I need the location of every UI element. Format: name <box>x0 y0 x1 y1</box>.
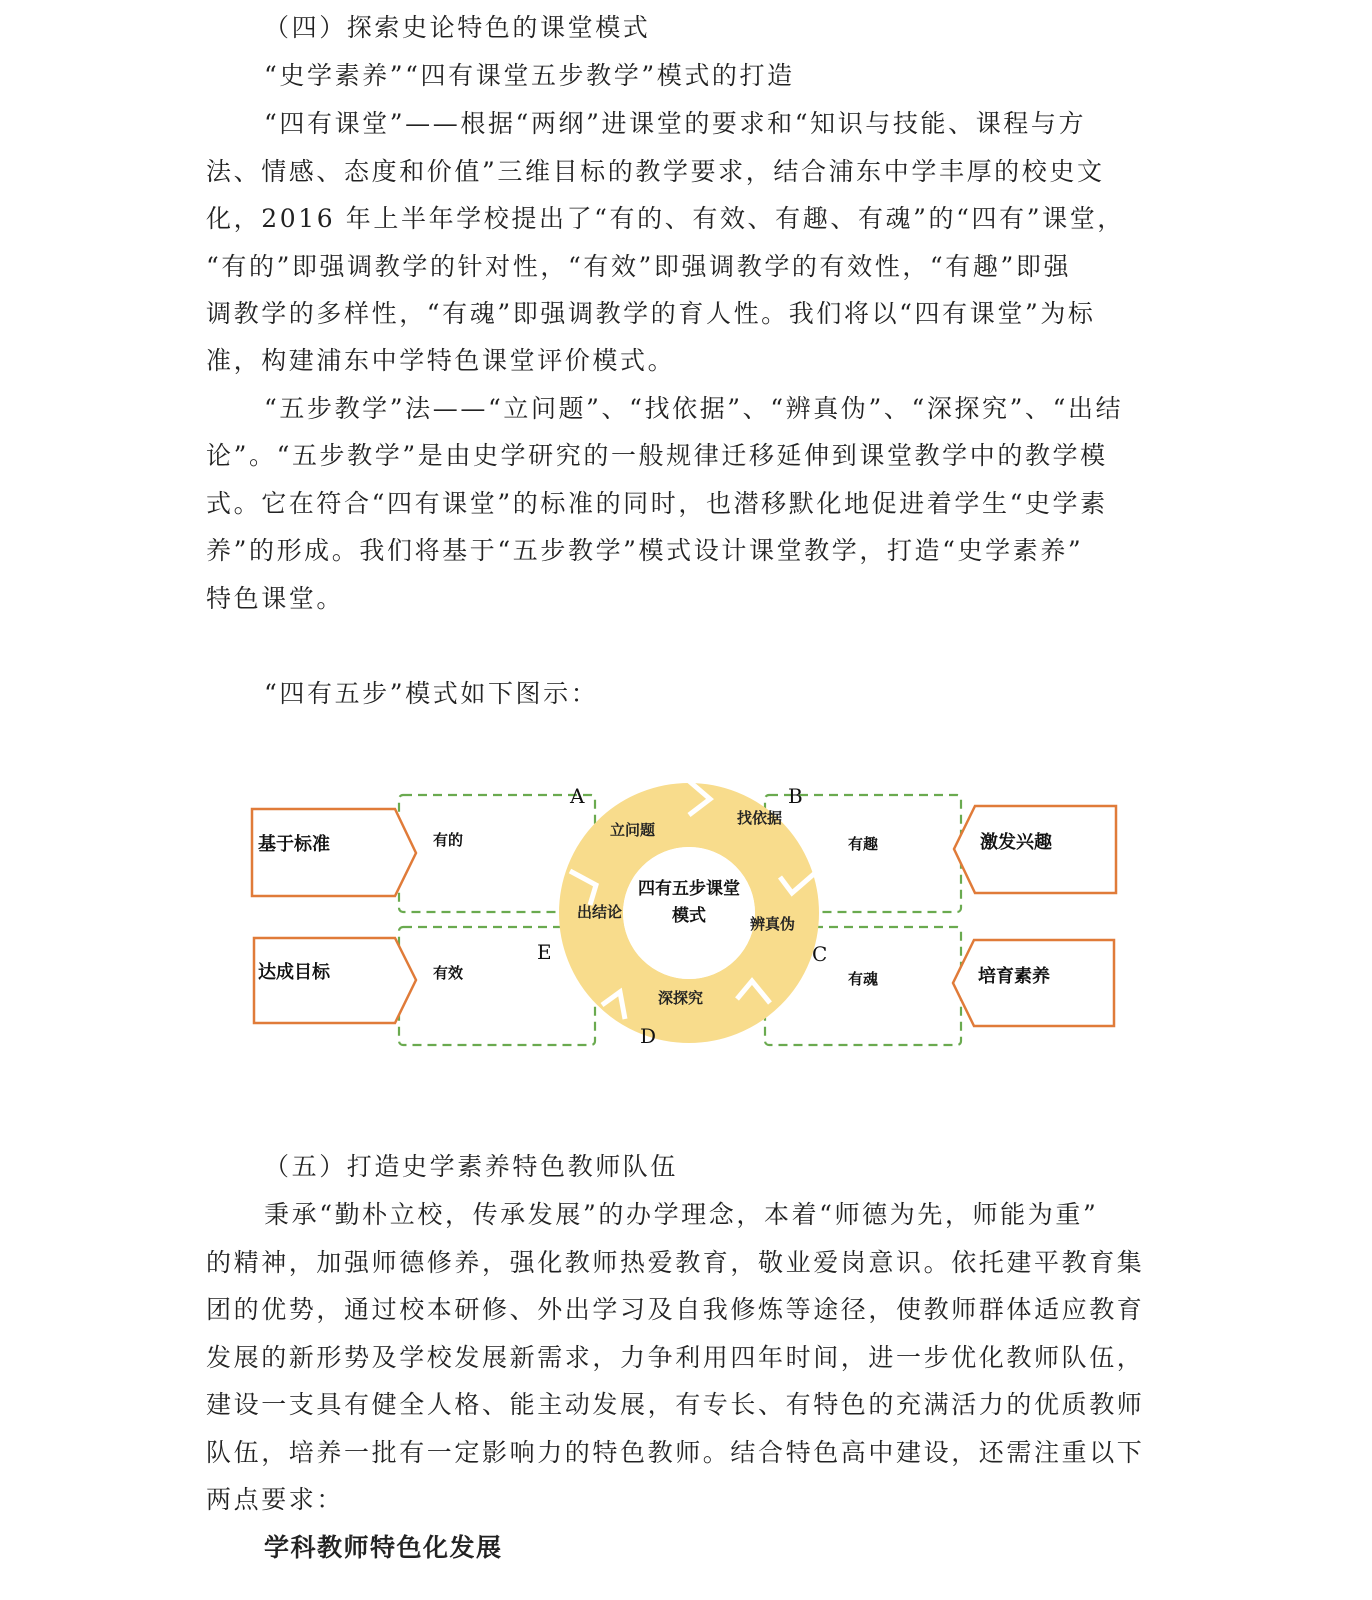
paragraph-line: “有的”即强调教学的针对性，“有效”即强调教学的有效性，“有趣”即强 <box>206 252 1072 281</box>
step-find-evidence: 找依据 <box>737 809 783 827</box>
arrow-label-cultivate-literacy: 培育素养 <box>978 966 1050 987</box>
arrow-label-reach-goal: 达成目标 <box>258 962 330 983</box>
letter-e: E <box>537 940 552 964</box>
paragraph-line: 两点要求： <box>206 1485 345 1514</box>
step-raise-question: 立问题 <box>610 821 656 839</box>
paragraph-line: 调教学的多样性，“有魂”即强调教学的育人性。我们将以“四有课堂”为标 <box>206 299 1096 328</box>
paragraph-line: 论”。“五步教学”是由史学研究的一般规律迁移延伸到课堂教学中的教学模 <box>206 441 1108 470</box>
box-label-effective: 有效 <box>433 964 464 982</box>
paragraph-line: 特色课堂。 <box>206 584 345 613</box>
paragraph-line: “四有课堂”——根据“两纲”进课堂的要求和“知识与技能、课程与方 <box>264 109 1087 138</box>
paragraph-line: 建设一支具有健全人格、能主动发展，有专长、有特色的充满活力的优质教师 <box>206 1390 1145 1419</box>
paragraph-line: “五步教学”法——“立问题”、“找依据”、“辨真伪”、“深探究”、“出结 <box>264 394 1124 423</box>
paragraph-line: 式。它在符合“四有课堂”的标准的同时，也潜移默化地促进着学生“史学素 <box>206 489 1108 518</box>
letter-b: B <box>788 784 803 808</box>
paragraph-line: 化，2016 年上半年学校提出了“有的、有效、有趣、有魂”的“四有”课堂， <box>206 204 1125 233</box>
section-heading-4: （四）探索史论特色的课堂模式 <box>264 13 651 42</box>
letter-c: C <box>812 942 828 966</box>
four-five-model-diagram <box>240 775 1130 1060</box>
paragraph-line: 法、情感、态度和价值”三维目标的教学要求，结合浦东中学丰厚的校史文 <box>206 157 1105 186</box>
box-label-interesting: 有趣 <box>848 835 879 853</box>
paragraph-line: 队伍，培养一批有一定影响力的特色教师。结合特色高中建设，还需注重以下 <box>206 1438 1145 1467</box>
arrow-label-base-standard: 基于标准 <box>258 834 330 855</box>
box-label-soulful: 有魂 <box>848 970 879 988</box>
step-discern-truth: 辨真伪 <box>750 915 796 933</box>
paragraph-line: 秉承“勤朴立校，传承发展”的办学理念，本着“师德为先，师能为重” <box>264 1200 1099 1229</box>
arrow-label-spark-interest: 激发兴趣 <box>980 832 1052 853</box>
paragraph-line: 团的优势，通过校本研修、外出学习及自我修炼等途径，使教师群体适应教育 <box>206 1295 1145 1324</box>
box-label-purposeful: 有的 <box>433 831 464 849</box>
letter-a: A <box>570 784 585 808</box>
paragraph-line: 的精神，加强师德修养，强化教师热爱教育，敬业爱岗意识。依托建平教育集 <box>206 1248 1145 1277</box>
subheading: “史学素养”“四有课堂五步教学”模式的打造 <box>264 61 795 90</box>
center-title-line1: 四有五步课堂 <box>638 879 740 899</box>
subsection-title: 学科教师特色化发展 <box>264 1533 503 1562</box>
paragraph-line: 发展的新形势及学校发展新需求，力争利用四年时间，进一步优化教师队伍， <box>206 1343 1145 1372</box>
figure-intro: “四有五步”模式如下图示： <box>264 679 599 708</box>
section-heading-5: （五）打造史学素养特色教师队伍 <box>264 1152 679 1181</box>
step-deep-inquiry: 深探究 <box>658 989 704 1007</box>
center-title-line2: 模式 <box>672 906 706 926</box>
step-draw-conclusion: 出结论 <box>577 903 623 921</box>
letter-d: D <box>640 1024 657 1048</box>
paragraph-line: 养”的形成。我们将基于“五步教学”模式设计课堂教学，打造“史学素养” <box>206 536 1084 565</box>
paragraph-line: 准，构建浦东中学特色课堂评价模式。 <box>206 346 676 375</box>
